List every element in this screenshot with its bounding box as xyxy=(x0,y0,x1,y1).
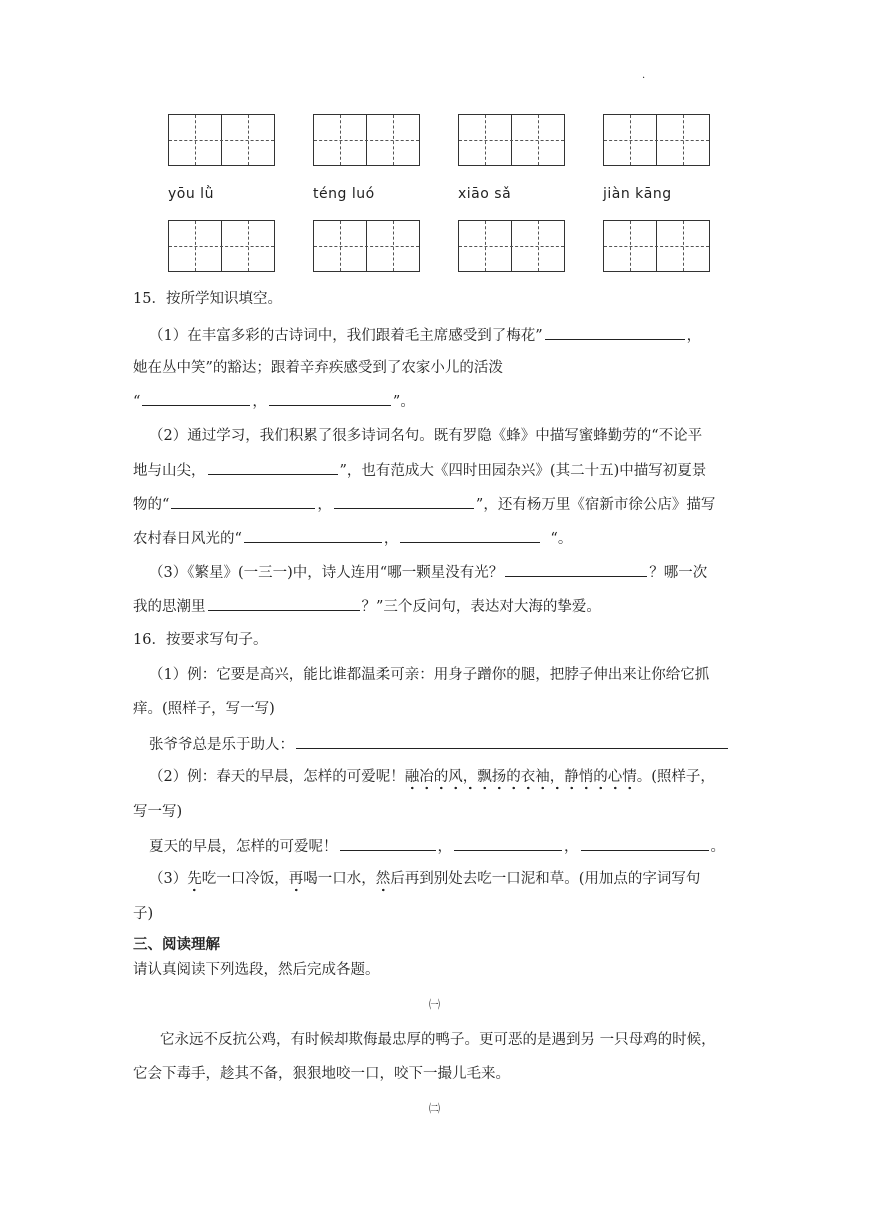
q15-p2-text: ”，还有杨万里《宿新市徐公店》描写 xyxy=(475,497,716,513)
pinyin-label: jiàn kāng xyxy=(603,186,672,202)
tianzige-box[interactable] xyxy=(313,114,420,166)
q15-p2-text: 农村春日风光的“ xyxy=(133,531,242,547)
reading-para1-line2: 它会下毒手，趁其不备，狠狠地咬一口，咬下一撮儿毛来。 xyxy=(133,1066,510,1082)
writing-grid-row-top xyxy=(168,114,728,168)
tianzige-box[interactable] xyxy=(458,220,565,272)
q16-p3-line2: 子) xyxy=(133,906,154,922)
punct: ， xyxy=(686,328,702,344)
q16-p3-text: （3） xyxy=(149,871,188,887)
q16-p3-line1 xyxy=(149,869,700,889)
q15-p1-line1 xyxy=(149,325,701,346)
q15-p3-text: （3）《繁星》(一三一)中，诗人连用“哪一颗星没有光？ xyxy=(149,565,504,581)
q16-p1-text: 张爷爷总是乐于助人： xyxy=(149,737,294,753)
answer-blank[interactable] xyxy=(340,836,436,851)
part2-label: ㈡ xyxy=(429,1102,440,1115)
tianzige-box[interactable] xyxy=(168,220,275,272)
punct: 。 xyxy=(710,839,725,855)
q15-p3-line1 xyxy=(149,562,707,583)
answer-blank[interactable] xyxy=(244,528,382,543)
tianzige-box[interactable] xyxy=(458,114,565,166)
pinyin-label: xiāo sǎ xyxy=(458,186,512,202)
answer-blank[interactable] xyxy=(142,391,250,406)
punct: “。 xyxy=(550,531,573,547)
tianzige-box[interactable] xyxy=(168,114,275,166)
answer-blank[interactable] xyxy=(454,836,562,851)
q16-p2-text: 夏天的早晨，怎样的可爱呢！ xyxy=(149,839,338,855)
q15-p1-line2: 她在丛中笑”的豁达；跟着辛弃疾感受到了农家小儿的活泼 xyxy=(133,360,503,376)
answer-blank[interactable] xyxy=(208,596,360,611)
q16-p2-line2: 写一写) xyxy=(133,804,183,820)
q16-title: 16．按要求写句子。 xyxy=(133,632,268,648)
punct: ， xyxy=(383,531,399,547)
page-dot: . xyxy=(642,70,646,81)
dotted-phrase: 融冶的风，飘扬的衣袖，静悄的心情 xyxy=(405,769,637,791)
q15-p1-line3 xyxy=(133,391,415,412)
dotted-char: 然 xyxy=(376,871,391,893)
q16-p1-line3 xyxy=(149,734,730,755)
section3-instruction: 请认真阅读下列选段，然后完成各题。 xyxy=(133,962,380,978)
q16-p3-text: 喝一口水， xyxy=(303,871,376,887)
punct: ， xyxy=(317,497,332,513)
q15-p3-text: 我的思潮里 xyxy=(133,599,206,615)
answer-blank[interactable] xyxy=(505,562,647,577)
writing-grid-row-bottom xyxy=(168,220,728,274)
answer-blank[interactable] xyxy=(545,325,685,340)
answer-blank[interactable] xyxy=(400,528,540,543)
punct: ， xyxy=(437,839,452,855)
answer-blank[interactable] xyxy=(269,391,391,406)
q16-p2-line3 xyxy=(149,836,725,857)
q15-p2-line1: （2）通过学习，我们积累了很多诗词名句。既有罗隐《蜂》中描写蜜蜂勤劳的“不论平 xyxy=(149,428,703,444)
answer-blank[interactable] xyxy=(334,494,474,509)
q15-p2-text: 地与山尖， xyxy=(133,463,206,479)
dotted-char: 再 xyxy=(289,871,304,893)
tianzige-box[interactable] xyxy=(313,220,420,272)
q16-p1-line1: （1）例：它要是高兴，能比谁都温柔可亲：用身子蹭你的腿，把脖子伸出来让你给它抓 xyxy=(149,667,710,683)
part1-label: ㈠ xyxy=(429,998,440,1011)
q15-title: 15．按所学知识填空。 xyxy=(133,291,282,307)
punct: ， xyxy=(252,394,267,410)
pinyin-label: yōu lǜ xyxy=(168,186,214,202)
q15-p1-text: （1）在丰富多彩的古诗词中，我们跟着毛主席感受到了梅花” xyxy=(149,328,543,344)
section3-title: 三、阅读理解 xyxy=(133,937,220,953)
tianzige-box[interactable] xyxy=(603,114,710,166)
q16-p2-text: （2）例：春天的早晨，怎样的可爱呢！ xyxy=(149,769,405,785)
q16-p1-line2: 痒。(照样子，写一写) xyxy=(133,701,275,717)
q15-p3-text: ？哪一次 xyxy=(649,565,708,581)
q16-p3-text: 后再到别处去吃一口泥和草。(用加点的字词写句 xyxy=(390,871,701,887)
q15-p2-text: ”，也有范成大《四时田园杂兴》(其二十五)中描写初夏景 xyxy=(339,463,707,479)
q15-p2-line3 xyxy=(133,494,715,515)
q16-p3-text: 吃一口冷饭， xyxy=(201,871,289,887)
punct: “ xyxy=(133,394,141,410)
q15-p2-text: 物的“ xyxy=(133,497,170,513)
q16-p2-text: 。(照样子， xyxy=(636,769,715,785)
q16-p2-line1 xyxy=(149,767,715,787)
q15-p2-line4 xyxy=(133,528,572,549)
q15-p2-line2 xyxy=(133,460,706,481)
tianzige-box[interactable] xyxy=(603,220,710,272)
answer-blank[interactable] xyxy=(208,460,338,475)
punct: ”。 xyxy=(392,394,415,410)
q15-p3-line2 xyxy=(133,596,601,617)
answer-blank[interactable] xyxy=(171,494,315,509)
answer-blank[interactable] xyxy=(296,734,728,749)
punct: ， xyxy=(564,839,579,855)
answer-blank[interactable] xyxy=(581,836,709,851)
dotted-char: 先 xyxy=(187,871,202,893)
q15-p3-text: ？”三个反问句，表达对大海的挚爱。 xyxy=(361,599,601,615)
reading-para1-line1: 它永远不反抗公鸡，有时候却欺侮最忠厚的鸭子。更可恶的是遇到另 一只母鸡的时候， xyxy=(160,1032,716,1048)
pinyin-label: téng luó xyxy=(313,186,375,202)
